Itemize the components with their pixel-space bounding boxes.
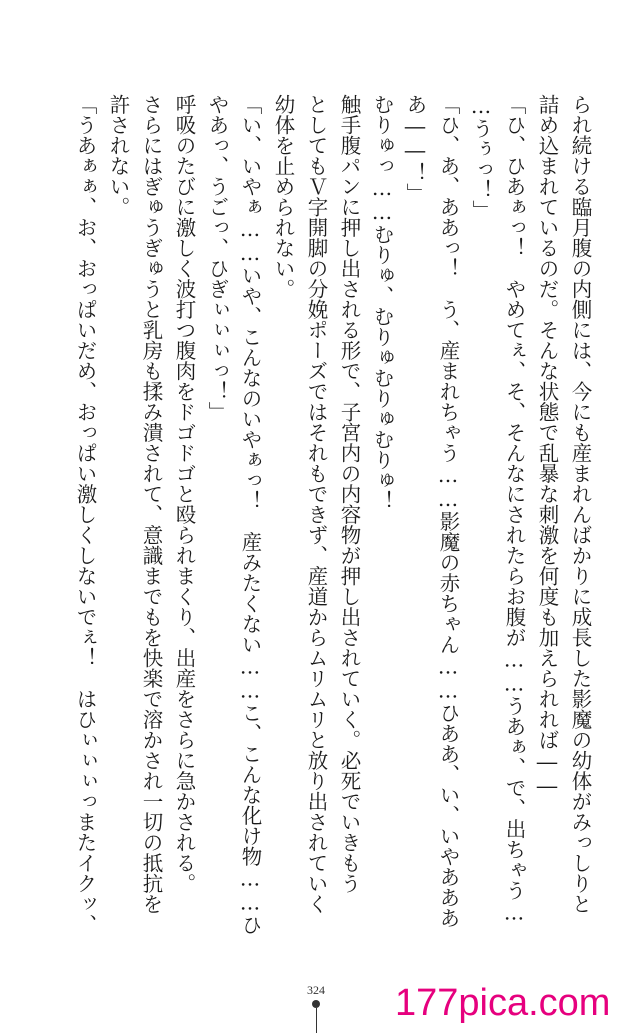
text-column: 幼体を止められない。 <box>271 94 295 299</box>
text-column: 触手腹パンに押し出される形で、子宮内の内容物が押し出されていく。必死でいきもう <box>337 94 361 894</box>
text-column: 許されない。 <box>106 94 130 217</box>
page-number: 324 <box>307 983 325 997</box>
text-column: 詰め込まれているのだ。そんな状態で乱暴な刺激を何度も加えられれば―― <box>535 94 559 798</box>
text-column: 呼吸のたびに激しく波打つ腹肉をドゴドゴと殴られまくり、出産をさらに急かされる。 <box>172 94 196 894</box>
marker-line <box>316 1008 317 1033</box>
text-column: 「うあぁぁ、お、おっぱいだめ、おっぱい激しくしないでぇ！ はひぃぃぃっまたイクッ、 <box>73 94 97 935</box>
text-column: 「ひ、あ、ああっ！ う、産まれちゃう……影魔の赤ちゃん……ひああ、い、いやあああ <box>436 94 460 928</box>
text-column: 「い、いやぁ……いや、こんなのいやぁっ！ 産みたくない……こ、こんな化け物……ひ <box>238 94 262 935</box>
page-number-marker <box>310 1000 322 1033</box>
marker-dot <box>312 1000 320 1008</box>
text-column: 「ひ、ひあぁっ！ やめてぇ、そ、そんなにされたらお腹が……うあぁ、で、出ちゃう… <box>502 94 526 925</box>
text-column: …うぅっ！」 <box>469 94 493 221</box>
watermark: 177pica.com <box>395 982 611 1024</box>
text-column: やあっ、うごっ、ひぎぃぃぃっ！」 <box>205 94 229 422</box>
text-column: さらにはぎゅうぎゅうと乳房も揉み潰されて、意識までもを快楽で溶かされ一切の抵抗を <box>139 94 163 914</box>
text-column: むりゅっ……むりゅ、むりゅむりゅむりゅ！ <box>370 94 394 511</box>
text-column: あ――！」 <box>403 94 427 204</box>
text-column: られ続ける臨月腹の内側には、今にも産まれんばかりに成長した影魔の幼体がみっしりと <box>568 94 592 914</box>
text-column: としてもＶ字開脚の分娩ポーズではそれもできず、産道からムリムリと放り出されていく <box>304 94 328 914</box>
